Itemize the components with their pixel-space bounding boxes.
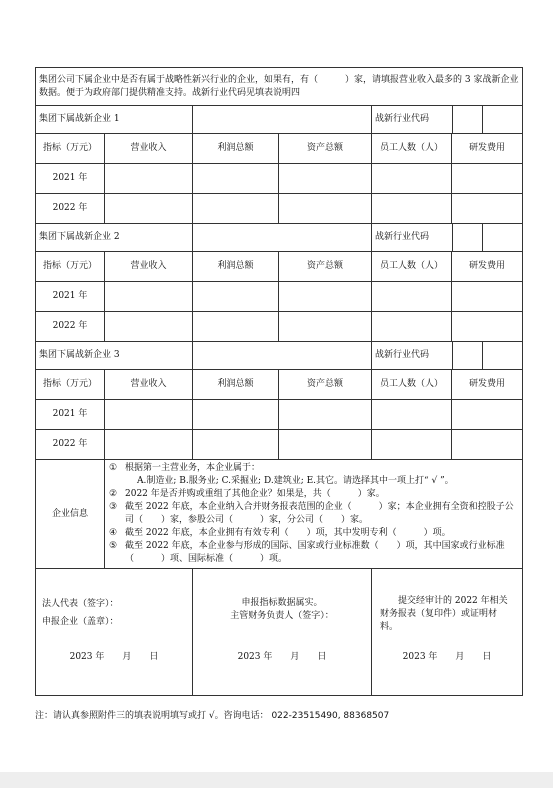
enterprise-info-body — [105, 460, 523, 569]
col-assets: 资产总额 — [279, 134, 372, 164]
company-seal-label: 申报企业（盖章）： — [42, 617, 119, 627]
finance-head-label: 主管财务负责人（签字）： — [230, 611, 334, 621]
enterprise-1-label: 集团下属战新企业 1 — [36, 106, 193, 134]
col-employees: 员工人数（人） — [372, 370, 452, 400]
year-label: 2021 年 — [36, 400, 105, 430]
cell-employees[interactable] — [372, 400, 452, 430]
signature-date-1: 2023 年 月 日 — [69, 652, 159, 662]
enterprise-2-name-field[interactable] — [193, 224, 372, 252]
col-rd-expense: 研发费用 — [452, 134, 523, 164]
enterprise-2-label: 集团下属战新企业 2 — [36, 224, 193, 252]
cell-assets[interactable] — [279, 282, 372, 312]
enterprise-info-label: 企业信息 — [36, 460, 105, 569]
enterprise-2-code-label: 战新行业代码 — [375, 232, 430, 243]
cell-assets[interactable] — [279, 164, 372, 194]
cell-assets[interactable] — [279, 430, 372, 460]
cell-revenue[interactable] — [105, 430, 193, 460]
cell-employees[interactable] — [372, 164, 452, 194]
col-indicator: 指标（万元） — [36, 370, 105, 400]
col-assets: 资产总额 — [279, 370, 372, 400]
signature-date-2: 2023 年 月 日 — [237, 652, 327, 662]
cell-revenue[interactable] — [105, 164, 193, 194]
cell-assets[interactable] — [279, 312, 372, 342]
col-rd-expense: 研发费用 — [452, 370, 523, 400]
col-rd-expense: 研发费用 — [452, 252, 523, 282]
cell-revenue[interactable] — [105, 400, 193, 430]
info-item-5[interactable]: ⑤ 截至 2022 年底，本企业参与形成的国际、国家或行业标准数（ ）项，其中国家或行业标准（ ）项、国际标准（ ）项。 — [109, 541, 505, 564]
cell-profit[interactable] — [193, 400, 279, 430]
col-profit: 利润总额 — [193, 134, 279, 164]
col-profit: 利润总额 — [193, 252, 279, 282]
col-employees: 员工人数（人） — [372, 252, 452, 282]
cell-profit[interactable] — [193, 312, 279, 342]
col-employees: 员工人数（人） — [372, 134, 452, 164]
intro-row — [36, 68, 523, 106]
audited-docs-note: 提交经审计的 2022 年相关财务报表（复印件）或证明材料。 — [380, 596, 508, 632]
info-item-1[interactable]: ① 根据第一主营业务，本企业属于： — [109, 463, 261, 473]
cell-rd-expense[interactable] — [452, 430, 523, 460]
enterprise-3-code-field[interactable] — [452, 342, 482, 369]
col-indicator: 指标（万元） — [36, 252, 105, 282]
enterprise-3-code-extra[interactable] — [482, 342, 522, 369]
enterprise-1-name-field[interactable] — [193, 106, 372, 134]
cell-profit[interactable] — [193, 282, 279, 312]
enterprise-1-code-label: 战新行业代码 — [375, 114, 430, 125]
enterprise-3-columns — [36, 370, 523, 400]
signature-row — [36, 569, 523, 696]
page-bottom-strip — [0, 772, 553, 788]
cell-employees[interactable] — [372, 430, 452, 460]
enterprise-1-code-extra[interactable] — [482, 106, 522, 133]
enterprise-1-row-2022 — [36, 194, 523, 224]
enterprise-1-header — [36, 106, 523, 134]
enterprise-2-row-2022 — [36, 312, 523, 342]
cell-employees[interactable] — [372, 282, 452, 312]
enterprise-3-row-2021 — [36, 400, 523, 430]
info-item-3[interactable]: ③ 截至 2022 年底，本企业纳入合并财务报表范围的企业（ ）家；本企业拥有全资和控股子公司（ ）家，参股公司（ ）家，分公司（ ）家。 — [109, 502, 514, 525]
col-indicator: 指标（万元） — [36, 134, 105, 164]
enterprise-2-columns — [36, 252, 523, 282]
cell-rd-expense[interactable] — [452, 194, 523, 224]
enterprise-2-row-2021 — [36, 282, 523, 312]
enterprise-3-name-field[interactable] — [193, 342, 372, 370]
cell-revenue[interactable] — [105, 312, 193, 342]
cell-rd-expense[interactable] — [452, 312, 523, 342]
cell-rd-expense[interactable] — [452, 164, 523, 194]
enterprise-1-columns — [36, 134, 523, 164]
info-item-4[interactable]: ④ 截至 2022 年底，本企业拥有有效专利（ ）项，其中发明专利（ ）项。 — [109, 528, 451, 538]
year-label: 2022 年 — [36, 312, 105, 342]
col-revenue: 营业收入 — [105, 252, 193, 282]
enterprise-3-label: 集团下属战新企业 3 — [36, 342, 193, 370]
cell-assets[interactable] — [279, 400, 372, 430]
intro-text: 集团公司下属企业中是否有属于战略性新兴行业的企业，如果有，有（ ）家，请填报营业收入最多的 3 家战新企业数据。便于为政府部门提供精准支持。战新行业代码见填表说明四 — [36, 68, 523, 106]
survey-form-table — [35, 67, 523, 696]
data-truth-statement: 申报指标数据属实。 — [241, 598, 323, 608]
cell-revenue[interactable] — [105, 194, 193, 224]
cell-profit[interactable] — [193, 194, 279, 224]
col-profit: 利润总额 — [193, 370, 279, 400]
cell-rd-expense[interactable] — [452, 400, 523, 430]
cell-employees[interactable] — [372, 312, 452, 342]
legal-rep-label: 法人代表（签字）： — [42, 599, 119, 609]
col-revenue: 营业收入 — [105, 370, 193, 400]
year-label: 2021 年 — [36, 282, 105, 312]
signature-finance-head[interactable] — [193, 569, 372, 696]
year-label: 2021 年 — [36, 164, 105, 194]
cell-rd-expense[interactable] — [452, 282, 523, 312]
col-revenue: 营业收入 — [105, 134, 193, 164]
info-item-1-options[interactable]: A.制造业; B.服务业; C.采掘业; D.建筑业; E.其它。请选择其中一项上打“ √ ”。 — [137, 476, 454, 486]
enterprise-2-header — [36, 224, 523, 252]
enterprise-3-code-label: 战新行业代码 — [375, 350, 430, 361]
signature-documents[interactable] — [372, 569, 523, 696]
enterprise-1-code-field[interactable] — [452, 106, 482, 133]
signature-date-3: 2023 年 月 日 — [402, 652, 492, 662]
col-assets: 资产总额 — [279, 252, 372, 282]
enterprise-2-code-extra[interactable] — [482, 224, 522, 251]
signature-legal-rep[interactable] — [36, 569, 193, 696]
cell-profit[interactable] — [193, 164, 279, 194]
cell-revenue[interactable] — [105, 282, 193, 312]
footer-note: 注：请认真参照附件三的填表说明填写或打 √。咨询电话： 022-23515490, 88368507 — [35, 711, 390, 721]
cell-employees[interactable] — [372, 194, 452, 224]
enterprise-1-row-2021 — [36, 164, 523, 194]
year-label: 2022 年 — [36, 194, 105, 224]
cell-profit[interactable] — [193, 430, 279, 460]
enterprise-3-row-2022 — [36, 430, 523, 460]
enterprise-info-row — [36, 460, 523, 569]
enterprise-3-header — [36, 342, 523, 370]
info-item-2[interactable]: ② 2022 年是否并购或重组了其他企业？如果是，共（ ）家。 — [109, 489, 385, 499]
cell-assets[interactable] — [279, 194, 372, 224]
year-label: 2022 年 — [36, 430, 105, 460]
enterprise-2-code-field[interactable] — [452, 224, 482, 251]
